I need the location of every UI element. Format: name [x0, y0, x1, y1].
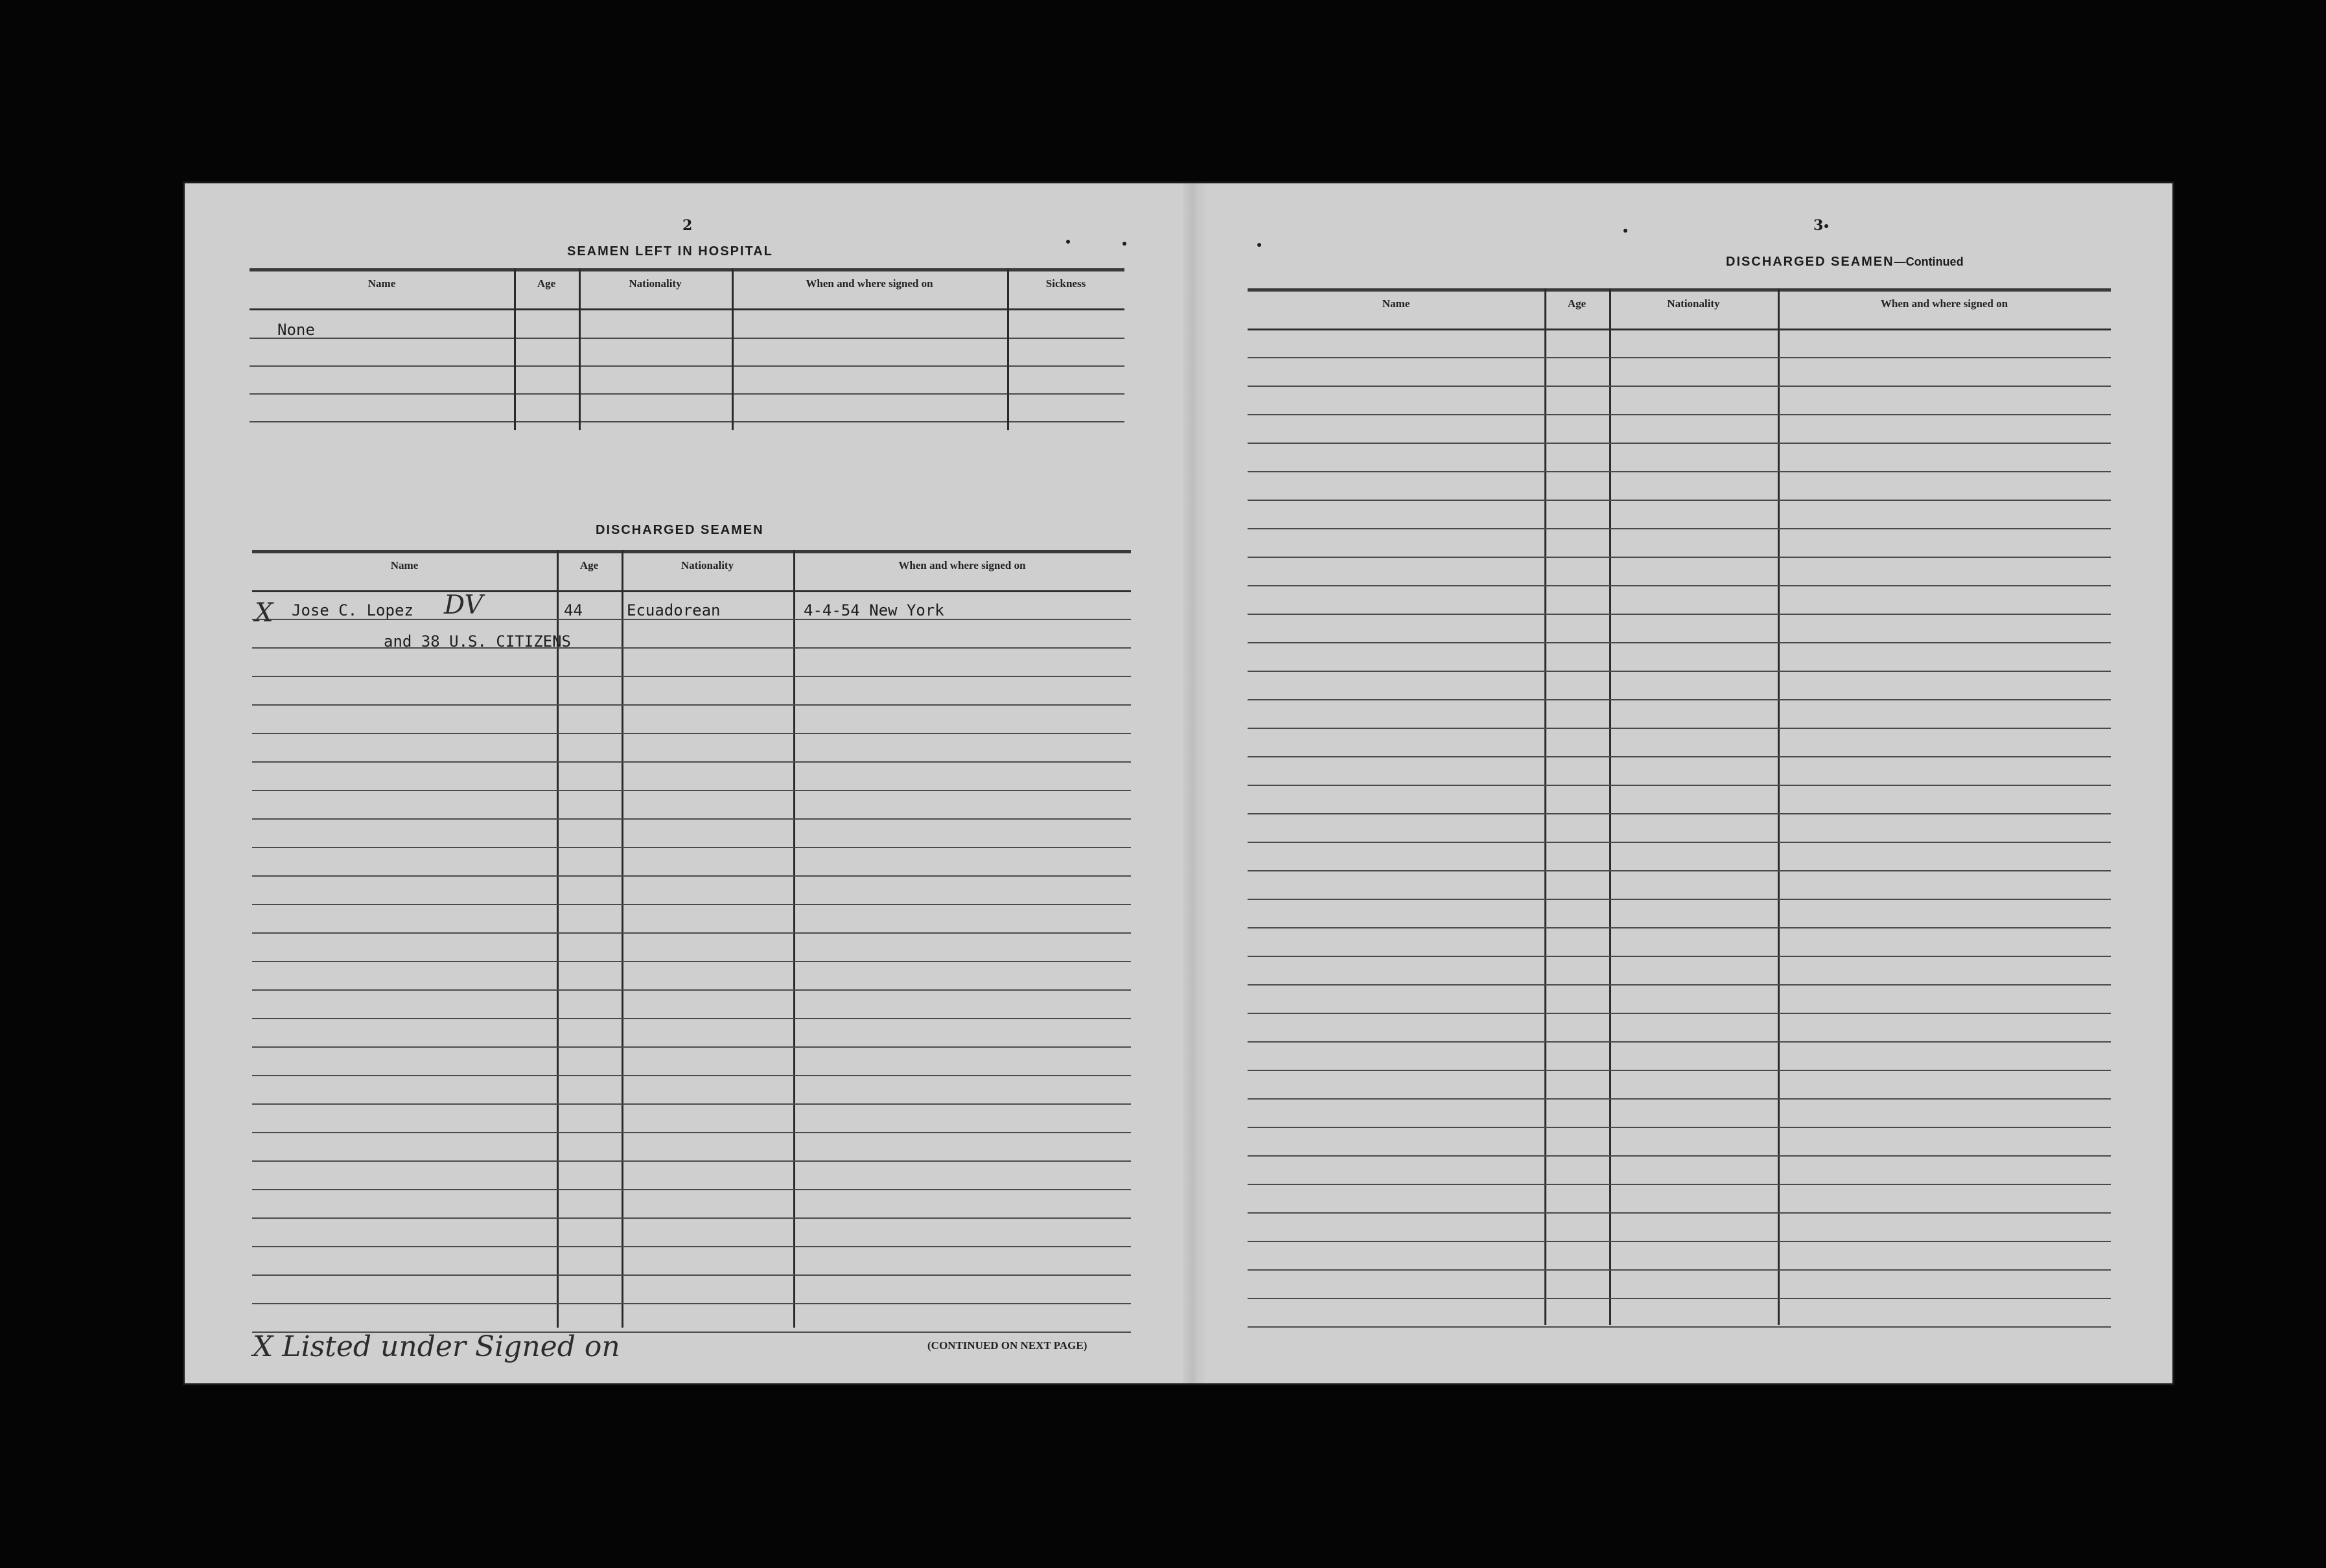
- ruled-line: [1248, 785, 2111, 786]
- ruled-line: [1248, 1041, 2111, 1043]
- ruled-line: [1248, 842, 2111, 843]
- ruled-line: [252, 790, 1131, 791]
- ruled-line: [1248, 386, 2111, 387]
- column-header-name: Name: [390, 559, 419, 571]
- hospital-table: [250, 268, 1124, 432]
- column-header-name: Name: [367, 277, 396, 290]
- ruled-line: [1248, 699, 2111, 700]
- ruled-line: [1248, 585, 2111, 586]
- ruled-line: [1248, 1212, 2111, 1214]
- ruled-line: [252, 1103, 1131, 1105]
- page-number: 2: [682, 217, 693, 234]
- ruled-line: [1248, 1155, 2111, 1157]
- ruled-line: [1248, 443, 2111, 444]
- discharged-continued-title: DISCHARGED SEAMEN—Continued: [1726, 255, 1964, 269]
- ruled-line: [252, 1075, 1131, 1076]
- ruled-line: [252, 590, 1131, 592]
- ruled-line: [1248, 927, 2111, 928]
- column-header-sickness: Sickness: [1045, 277, 1086, 290]
- ruled-line: [1248, 1127, 2111, 1128]
- ruled-line: [1248, 1184, 2111, 1185]
- column-header-age: Age: [579, 559, 599, 571]
- ruled-line: [252, 1217, 1131, 1219]
- ruled-line: [1248, 642, 2111, 643]
- ruled-line: [252, 1160, 1131, 1162]
- ruled-line: [1248, 671, 2111, 672]
- ruled-line: [1248, 329, 2111, 330]
- ruled-line: [1248, 1241, 2111, 1242]
- ruled-line: [252, 733, 1131, 734]
- ruled-line: [1248, 557, 2111, 558]
- ruled-line: [1248, 528, 2111, 529]
- ruled-line: [1248, 1070, 2111, 1071]
- right-page: [1206, 183, 2172, 1383]
- column-header-signed-on: When and where signed on: [898, 559, 1026, 571]
- hospital-entry-none: None: [277, 321, 315, 339]
- ruled-line: [252, 904, 1131, 905]
- discharged-section-title: DISCHARGED SEAMEN: [596, 523, 764, 537]
- ruled-line: [1248, 756, 2111, 757]
- ruled-line: [1248, 813, 2111, 814]
- ruled-line: [252, 1246, 1131, 1247]
- ruled-line: [1248, 899, 2111, 900]
- left-page: [185, 183, 1183, 1383]
- ruled-line: [1248, 1269, 2111, 1271]
- ruled-line: [1248, 1298, 2111, 1299]
- ruled-line: [1248, 870, 2111, 871]
- ruled-line: [252, 1046, 1131, 1048]
- entry-signed-on: 4-4-54 New York: [804, 601, 944, 619]
- entry-nationality: Ecuadorean: [627, 601, 721, 619]
- continued-note: (CONTINUED ON NEXT PAGE): [927, 1339, 1087, 1352]
- ruled-line: [1248, 1098, 2111, 1100]
- ruled-line: [252, 961, 1131, 962]
- ruled-line: [252, 1132, 1131, 1133]
- handwritten-note: X Listed under Signed on: [253, 1330, 620, 1363]
- ledger-sheet: [185, 183, 2172, 1383]
- ruled-line: [252, 1303, 1131, 1304]
- hospital-section-title: SEAMEN LEFT IN HOSPITAL: [567, 244, 773, 259]
- entry-name: Jose C. Lopez: [292, 601, 413, 619]
- column-header-signed-on: When and where signed on: [806, 277, 933, 290]
- ruled-line: [252, 847, 1131, 848]
- column-header-age: Age: [537, 277, 556, 290]
- page-number: 3: [1813, 217, 1824, 234]
- column-header-nationality: Nationality: [680, 559, 734, 571]
- ruled-line: [1248, 471, 2111, 472]
- column-header-name: Name: [1382, 297, 1410, 310]
- citizens-note: and 38 U.S. CITIZENS: [384, 632, 571, 651]
- ruled-line: [252, 818, 1131, 820]
- column-header-nationality: Nationality: [1667, 297, 1720, 310]
- column-header-signed-on: When and where signed on: [1880, 297, 2008, 310]
- entry-mark: X: [255, 598, 273, 628]
- ruled-line: [252, 1274, 1131, 1276]
- column-header-age: Age: [1567, 297, 1587, 310]
- ruled-line: [252, 704, 1131, 706]
- entry-initials: DV: [444, 590, 483, 620]
- ruled-line: [252, 989, 1131, 991]
- discharged-table-continued: [1248, 288, 2111, 1328]
- ruled-line: [1248, 728, 2111, 729]
- page-fold: [1183, 183, 1206, 1383]
- ruled-line: [1248, 1326, 2111, 1328]
- ruled-line: [252, 761, 1131, 763]
- entry-age: 44: [564, 601, 583, 619]
- ruled-line: [252, 875, 1131, 877]
- ruled-line: [252, 676, 1131, 677]
- ruled-line: [1248, 956, 2111, 957]
- ruled-line: [252, 932, 1131, 934]
- ruled-line: [1248, 1013, 2111, 1014]
- ruled-line: [1248, 414, 2111, 415]
- ruled-line: [252, 1189, 1131, 1190]
- ruled-line: [1248, 500, 2111, 501]
- ruled-line: [1248, 357, 2111, 358]
- ruled-line: [1248, 984, 2111, 986]
- column-header-nationality: Nationality: [629, 277, 682, 290]
- ruled-line: [252, 1018, 1131, 1019]
- discharged-table: [252, 550, 1131, 1519]
- ruled-line: [1248, 614, 2111, 615]
